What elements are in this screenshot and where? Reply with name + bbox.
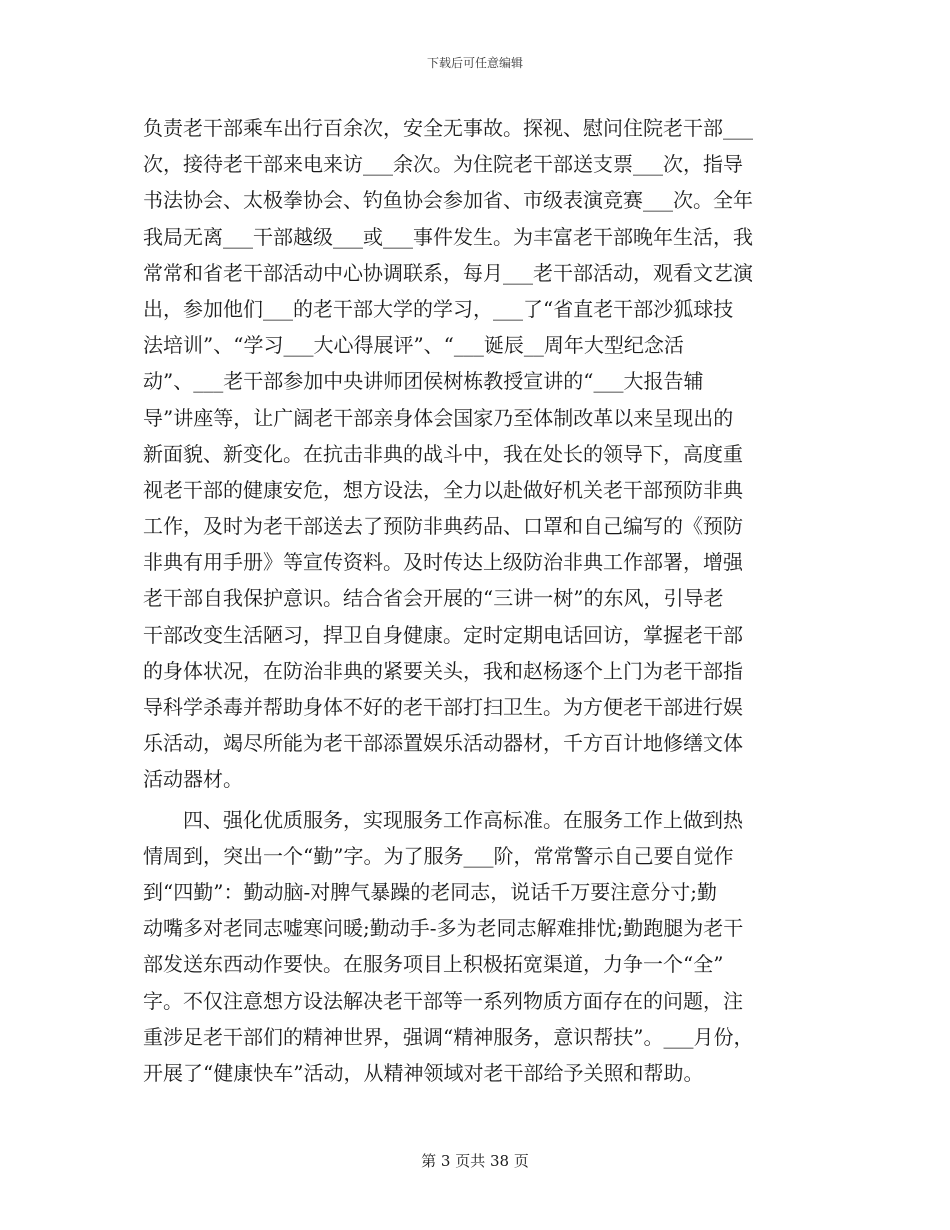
text-line: 导科学杀毒并帮助身体不好的老干部打扫卫生。为方便老干部进行娱 — [143, 695, 743, 719]
text-line: 导”讲座等，让广阔老干部亲身体会国家乃至体制改革以来呈现出的 — [143, 405, 734, 430]
text-line: 负责老干部乘车出行百余次，安全无事故。探视、慰问住院老干部___ — [143, 116, 753, 140]
text-line: 部发送东西动作要快。在服务项目上积极拓宽渠道，力争一个“全” — [143, 952, 724, 977]
text-line: 的身体状况，在防治非典的紧要关头，我和赵杨逐个上门为老干部指 — [143, 658, 743, 683]
page-number-footer: 第 3 页共 38 页 — [421, 1152, 529, 1170]
paragraph-2 — [143, 802, 810, 1092]
text-line: 老干部自我保护意识。结合省会开展的“三讲一树”的东风，引导老 — [143, 586, 724, 611]
text-line: 我局无离___干部越级___或___事件发生。为丰富老干部晚年生活，我 — [143, 224, 753, 249]
text-line: 到“四勤”：勤动脑-对脾气暴躁的老同志，说话千万要注意分寸;勤 — [143, 879, 717, 904]
text-line: 动”、___老干部参加中央讲师团侯树栋教授宣讲的“___大报告辅 — [143, 369, 704, 394]
text-line: 新面貌、新变化。在抗击非典的战斗中，我在处长的领导下，高度重 — [143, 441, 743, 466]
text-line: 视老干部的健康安危，想方设法，全力以赴做好机关老干部预防非典 — [143, 477, 743, 502]
text-line: 字。不仅注意想方设法解决老干部等一系列物质方面存在的问题，注 — [143, 988, 743, 1013]
text-line: 次，接待老干部来电来访___余次。为住院老干部送支票___次，指导 — [143, 152, 743, 177]
text-line: 干部改变生活陋习，捍卫自身健康。定时定期电话回访，掌握老干部 — [143, 622, 743, 647]
paragraph-1 — [143, 110, 810, 798]
text-line: 活动器材。 — [143, 767, 243, 792]
text-line: 工作，及时为老干部送去了预防非典药品、口罩和自己编写的《预防 — [143, 514, 743, 539]
text-line: 四、强化优质服务，实现服务工作高标准。在服务工作上做到热 — [143, 807, 743, 832]
text-line: 非典有用手册》等宣传资料。及时传达上级防治非典工作部署，增强 — [143, 550, 743, 575]
page-header: 下载后可任意编辑 — [426, 56, 523, 70]
text-line: 书法协会、太极拳协会、钓鱼协会参加省、市级表演竞赛___次。全年 — [143, 188, 753, 213]
text-line: 情周到，突出一个“勤”字。为了服务___阶，常常警示自己要自觉作 — [143, 843, 734, 868]
document-body — [143, 110, 810, 1091]
text-line: 开展了“健康快车”活动，从精神领域对老干部给予关照和帮助。 — [143, 1060, 704, 1085]
text-line: 重涉足老干部们的精神世界，强调“精神服务，意识帮扶”。___月份， — [143, 1024, 754, 1049]
text-line: 出，参加他们___的老干部大学的学习，___了“省直老干部沙狐球技 — [143, 296, 734, 321]
text-line: 法培训”、“学习___大心得展评”、“___诞辰__周年大型纪念活 — [143, 333, 684, 358]
text-line: 动嘴多对老同志嘘寒问暖;勤动手-多为老同志解难排忧;勤跑腿为老干 — [143, 916, 744, 941]
text-line: 乐活动，竭尽所能为老干部添置娱乐活动器材，千方百计地修缮文体 — [143, 731, 743, 756]
text-line: 常常和省老干部活动中心协调联系，每月___老干部活动，观看文艺演 — [143, 260, 753, 285]
